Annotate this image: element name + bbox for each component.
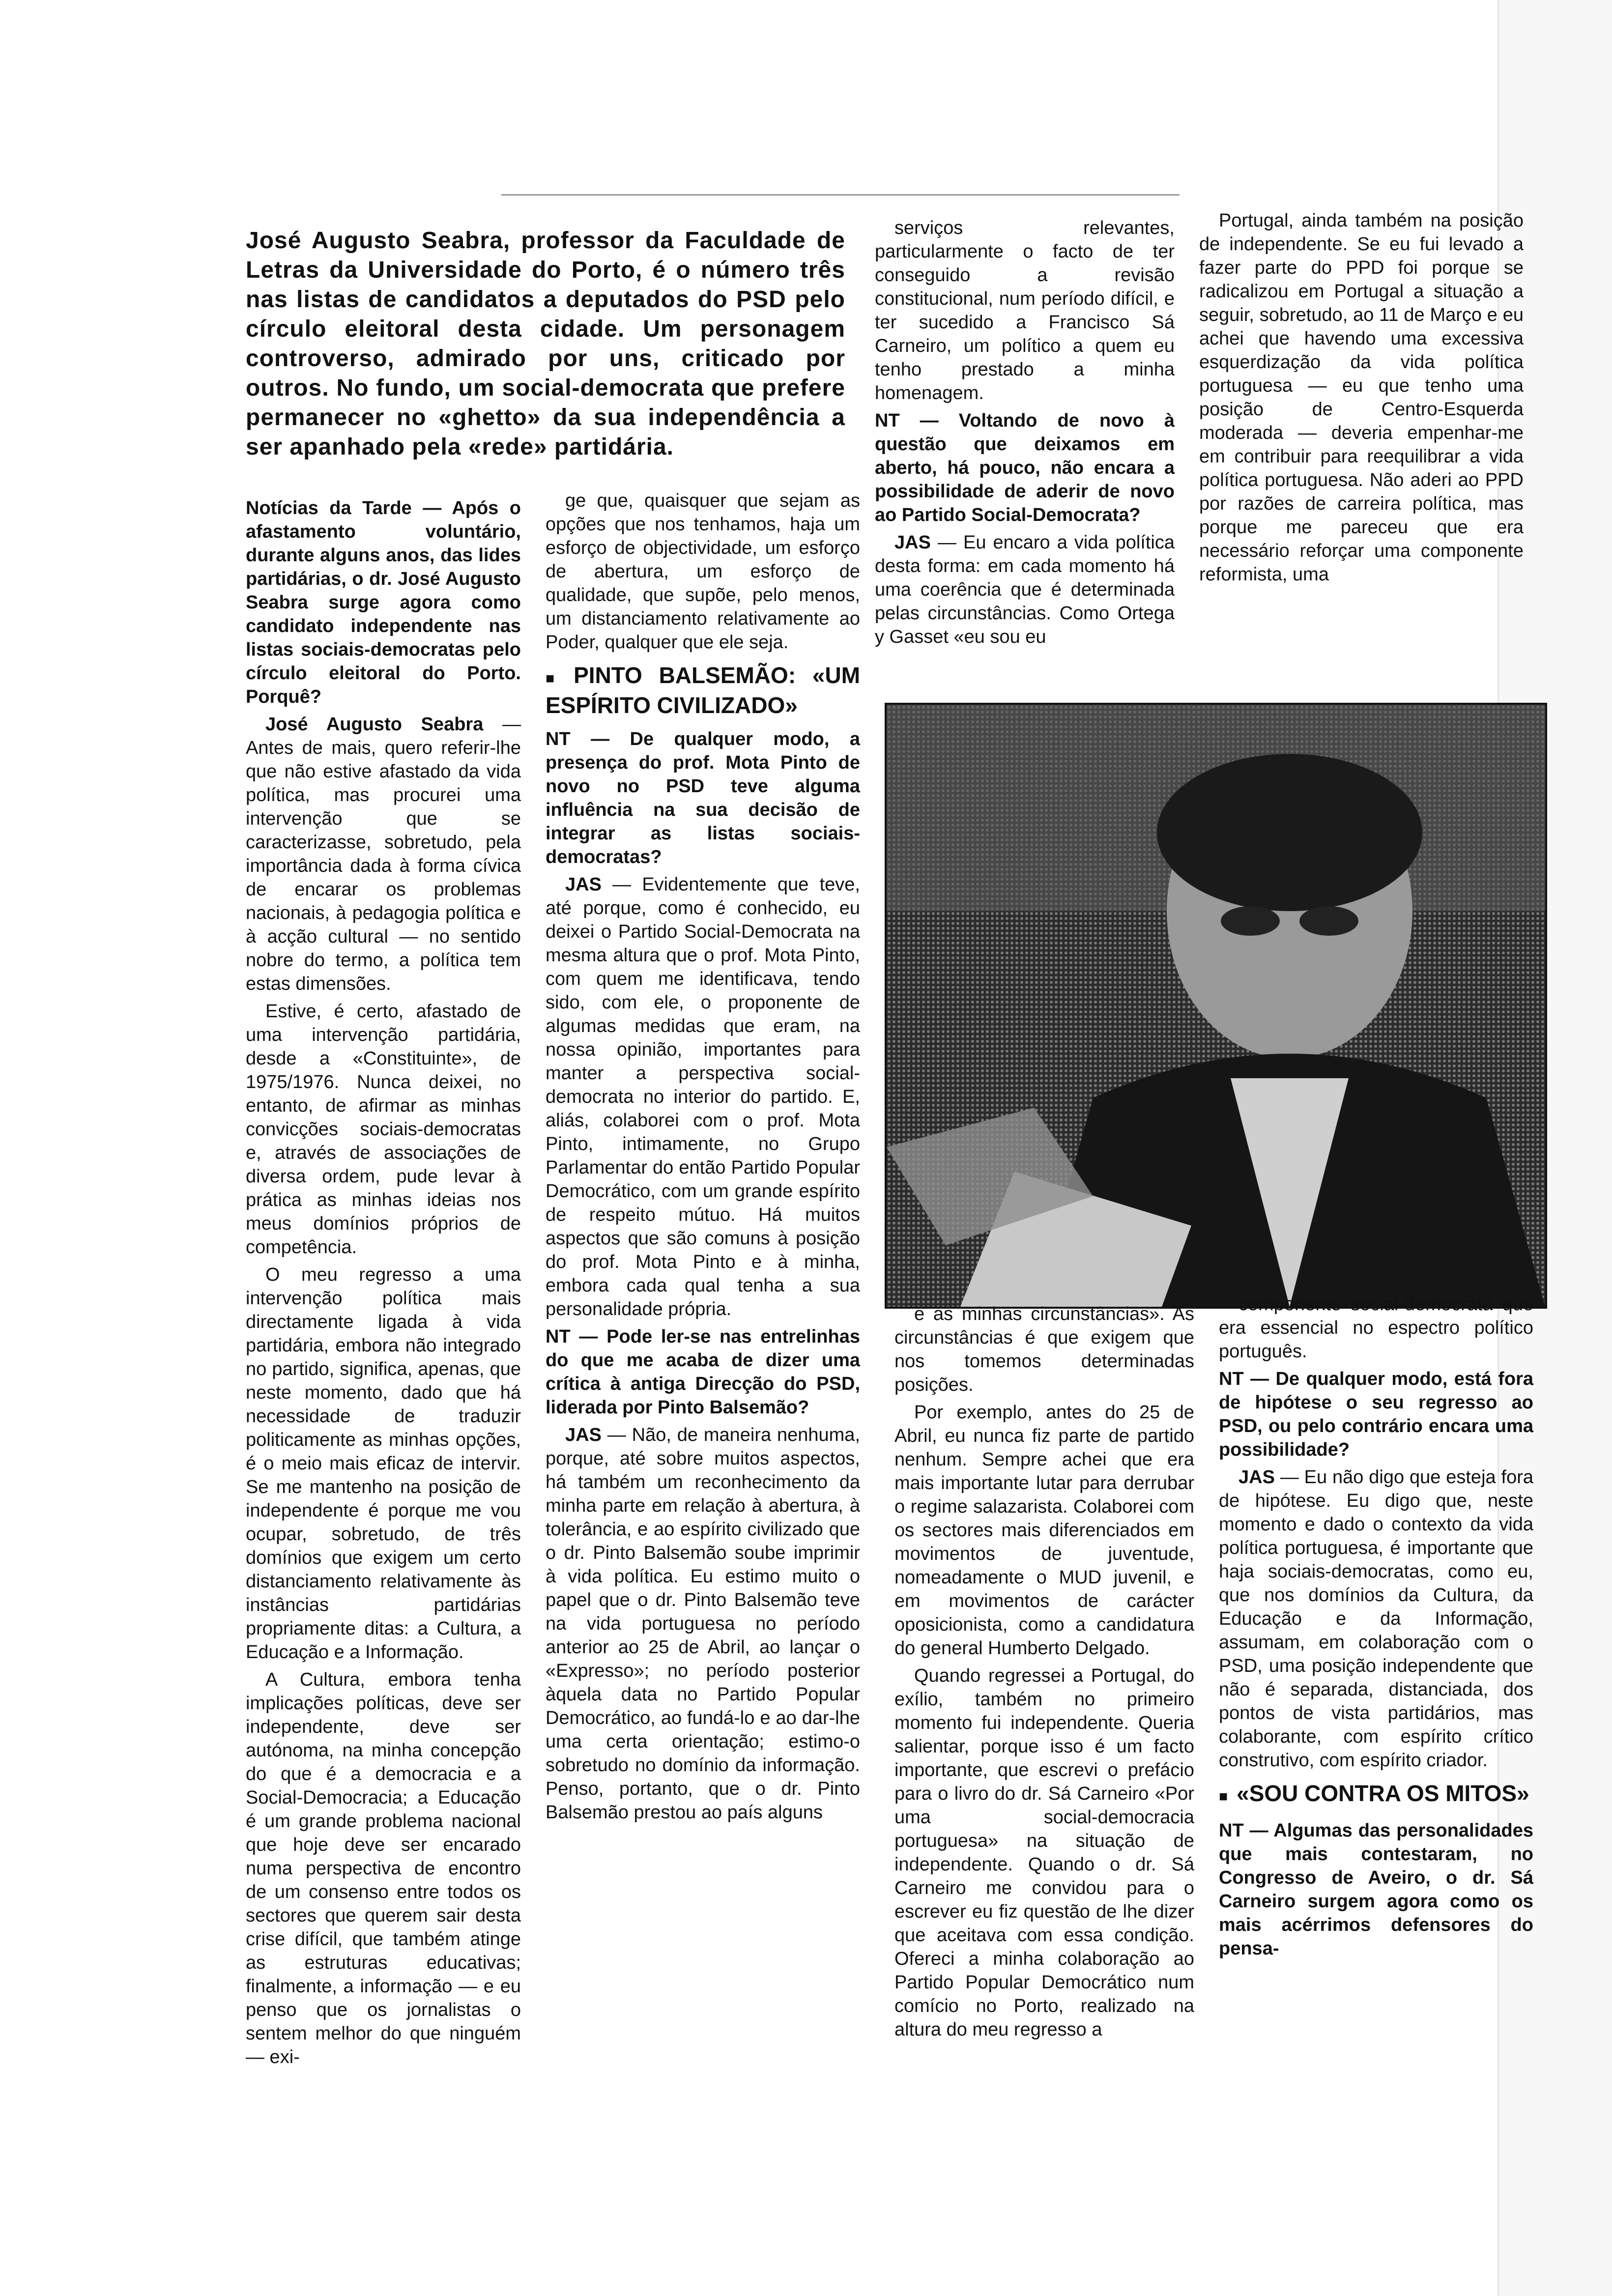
column-4-top [1199, 209, 1524, 590]
column-3-top [875, 216, 1175, 653]
paragraph: Por exemplo, antes do 25 de Abril, eu nunca fiz parte de partido nenhum. Sempre achei que era mais importante lutar para derrubar o regime salazarista. Colaborei com os sectores mais diferenciados em movimentos de juventude, nomeadamente o MUD juvenil, e em movimentos de carácter oposicionista, como a candidatura do general Humberto Delgado. [894, 1402, 1194, 1659]
interview-answer [246, 713, 521, 996]
portrait-photo [885, 703, 1547, 1309]
speaker-name: JAS [1238, 1467, 1275, 1488]
bullet-icon: ■ [546, 670, 565, 687]
answer-text: — Eu não digo que esteja fora de hipótese. Eu digo que, neste momento e dado o contexto da vida política portuguesa, é importante que haja sociais-democratas, como eu, que nos domínios da Cultura, da Educação e da Informação, assumam, em colaboração com o PSD, uma posição independente que não é separada, distanciada, dos pontos de vista partidários, mas colaborante, com espírito crítico construtivo, com espírito criador. [1219, 1467, 1533, 1771]
top-rule [501, 194, 1180, 196]
paragraph: componente social-democrata que era essencial no espectro político português. [1219, 1294, 1533, 1362]
column-3-bottom [894, 1302, 1194, 2045]
article-lead: José Augusto Seabra, professor da Faculdade de Letras da Universidade do Porto, é o número três nas listas de candidatos a deputados do PSD pelo círculo eleitoral desta cidade. Um personagem controverso, admirado por uns, criticado por outros. No fundo, um social-democrata que prefere permanecer no «ghetto» da sua independência a ser apanhado pela «rede» partidária. [246, 228, 845, 460]
bullet-icon: ■ [1219, 1788, 1228, 1805]
paragraph: Quando regressei a Portugal, do exílio, também no primeiro momento fui independente. Queria salientar, porque isso é um facto importante, que escrevi o prefácio para o livro do dr. Sá Carneiro «Por uma social-democracia portuguesa» na situação de independente. Quando o dr. Sá Carneiro me convidou para o escrever eu fiz questão de lhe dizer que aceitava com essa condição. Ofereci a minha colaboração ao Partido Popular Democrático num comício no Porto, realizado na altura do meu regresso a [894, 1665, 1194, 2040]
speaker-name: JAS [565, 1425, 602, 1445]
subheading-text: «SOU CONTRA OS MITOS» [1237, 1780, 1529, 1806]
paragraph: Estive, é certo, afastado de uma intervenção partidária, desde a «Constituinte», de 1975/1976. Nunca deixei, no entanto, de afirmar as minhas convicções sociais-democratas e, através de associações de diversa ordem, pude levar à prática as minhas ideias nos meus domínios próprios de competência. [246, 1001, 521, 1258]
subheading-text: PINTO BALSEMÃO: «UM ESPÍRITO CIVILIZADO» [546, 662, 861, 718]
interview-question [546, 727, 860, 869]
paragraph: ge que, quaisquer que sejam as opções que nos tenhamos, haja um esforço de objectividade, um esforço de abertura, um esforço de qualidade, que supõe, pelo menos, um distanciamento relativamente ao Poder, qualquer que ele seja. [546, 490, 860, 653]
column-4-bottom [1219, 1292, 1533, 1964]
interview-question [546, 1325, 860, 1419]
interview-answer [546, 1423, 860, 1824]
speaker-name: José Augusto Seabra [265, 714, 484, 735]
column-2 [546, 489, 860, 1828]
interview-question [875, 409, 1175, 527]
answer-text: — Antes de mais, quero referir-lhe que não estive afastado da vida política, mas procurei uma intervenção que se caracterizasse, sobretudo, pela importância dada à forma cívica de encarar os problemas nacionais, à pedagogia política e à acção cultural — no sentido nobre do termo, a política tem estas dimensões. [246, 714, 521, 994]
speaker-name: JAS [894, 532, 931, 553]
interview-answer [875, 531, 1175, 649]
question-text: NT — Algumas das personalidades que mais contestaram, no Congresso de Aveiro, o dr. Sá Carneiro surgem agora como os mais acérrimos defensores do pensa- [1219, 1820, 1533, 1959]
speaker-name: JAS [565, 874, 602, 895]
question-text: NT — Pode ler-se nas entrelinhas do que me acaba de dizer uma crítica à antiga Direcção do PSD, liderada por Pinto Balsemão? [546, 1326, 860, 1418]
interview-question [246, 496, 521, 709]
answer-text: — Eu encaro a vida política desta forma: em cada momento há uma coerência que é determinada pelas circunstâncias. Como Ortega y Gasset «eu sou eu [875, 532, 1175, 647]
paragraph: A Cultura, embora tenha implicações políticas, deve ser independente, deve ser autónoma, na minha concepção do que é a democracia e a Social-Democracia; a Educação é um grande problema nacional que hoje deve ser encarado numa perspectiva de encontro de um consenso entre todos os sectores que querem sair desta crise difícil, que também atinge as estruturas educativas; finalmente, a informação — e eu penso que os jornalistas o sentem melhor do que ninguém — exi- [246, 1669, 521, 2067]
section-subheading [546, 662, 860, 718]
interview-answer [1219, 1465, 1533, 1772]
question-text: NT — De qualquer modo, a presença do prof. Mota Pinto de novo no PSD teve alguma influência na sua decisão de integrar as listas sociais-democratas? [546, 729, 860, 867]
answer-text: — Não, de maneira nenhuma, porque, até sobre muitos aspectos, há também um reconhecimento da minha parte em relação à abertura, à tolerância, e ao espírito civilizado que o dr. Pinto Balsemão soube imprimir à vida política. Eu estimo muito o papel que o dr. Pinto Balsemão teve na vida portuguesa no período anterior ao 25 de Abril, ao lançar o «Expresso»; no período posterior àquela data no Partido Popular Democrático, ao fundá-lo e ao dar-lhe uma certa orientação; estimo-o sobretudo no domínio da informação. Penso, portanto, que o dr. Pinto Balsemão prestou ao país alguns [546, 1425, 860, 1823]
question-text: NT — Voltando de novo à questão que deixamos em aberto, há pouco, não encara a possibilidade de aderir de novo ao Partido Social-Democrata? [875, 410, 1175, 525]
answer-text: — Evidentemente que teve, até porque, como é conhecido, eu deixei o Partido Social-Democrata na mesma altura que o prof. Mota Pinto, com quem me identificava, tendo sido, com ele, o proponente de algumas medidas que eram, na nossa opinião, importantes para manter a perspectiva social-democrata no interior do partido. E, aliás, colaborei com o prof. Mota Pinto, intimamente, no Grupo Parlamentar do então Partido Popular Democrático, com um grande espírito de respeito mútuo. Há muitos aspectos que são comuns à posição do prof. Mota Pinto e à minha, embora cada qual tenha a sua personalidade própria. [546, 874, 860, 1320]
interview-answer [546, 873, 860, 1321]
question-text: Notícias da Tarde — Após o afastamento voluntário, durante alguns anos, das lides partidárias, o dr. José Augusto Seabra surge agora como candidato independente nas listas sociais-democratas pelo círculo eleitoral do Porto. Porquê? [246, 498, 521, 707]
paragraph: Portugal, ainda também na posição de independente. Se eu fui levado a fazer parte do PPD foi porque se radicalizou em Portugal a situação a seguir, sobretudo, ao 11 de Março e eu achei que havendo uma excessiva esquerdização da vida política portuguesa — eu que tenho uma posição de Centro-Esquerda moderada — deveria empenhar-me em contribuir para reequilibrar a vida política portuguesa. Não aderi ao PPD por razões de carreira política, mas porque me pareceu que era necessário reforçar uma componente reformista, uma [1199, 210, 1524, 585]
paragraph: serviços relevantes, particularmente o facto de ter conseguido a revisão constitucional, num período difícil, e ter sucedido a Francisco Sá Carneiro, um político a quem eu tenho prestado a minha homenagem. [875, 218, 1175, 403]
interview-question [1219, 1819, 1533, 1960]
interview-question [1219, 1367, 1533, 1462]
question-text: NT — De qualquer modo, está fora de hipótese o seu regresso ao PSD, ou pelo contrário encara uma possibilidade? [1219, 1369, 1533, 1460]
section-subheading [1219, 1780, 1533, 1810]
paragraph: O meu regresso a uma intervenção política mais directamente ligada à vida partidária, embora não integrado no partido, significa, apenas, que neste momento, dado que há necessidade de traduzir politicamente as minhas opções, é o meio mais eficaz de intervir. Se me mantenho na posição de independente é porque me vou ocupar, sobretudo, de três domínios que exigem um certo distanciamento relativamente às instâncias partidárias propriamente ditas: a Cultura, a Educação e a Informação. [246, 1264, 521, 1663]
column-1 [246, 496, 521, 2073]
paragraph: e as minhas circunstâncias». As circunstâncias é que exigem que nos tomemos determinadas posições. [894, 1304, 1194, 1395]
